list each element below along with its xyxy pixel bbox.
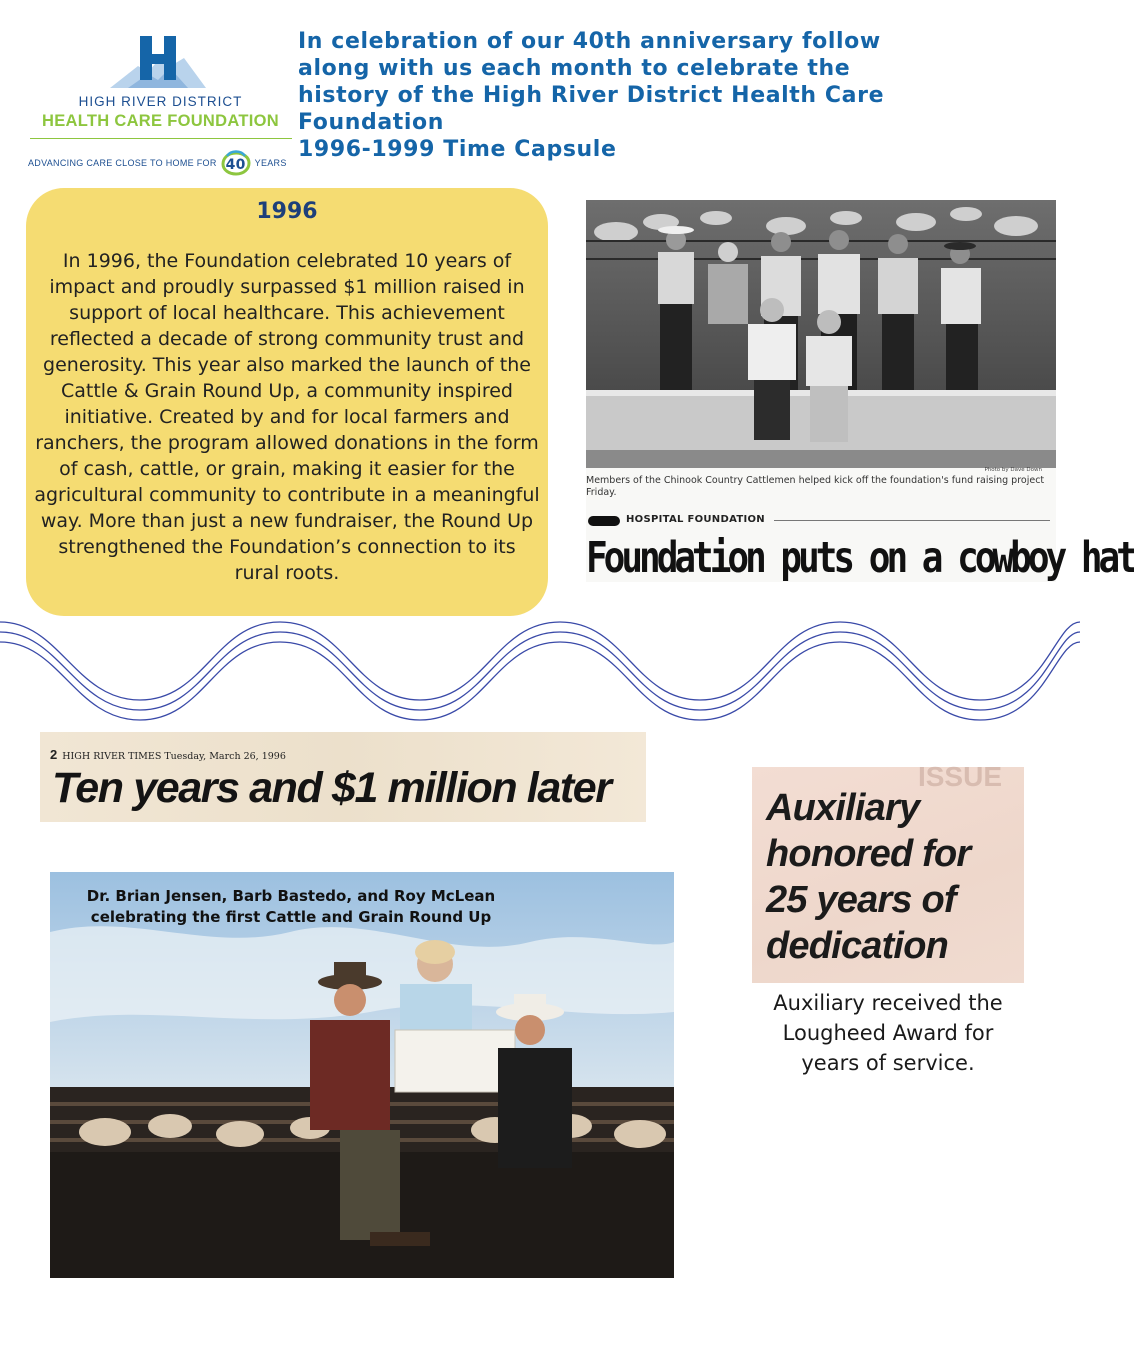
tagline-text: ADVANCING CARE CLOSE TO HOME FOR [28,158,217,168]
header-line: history of the High River District Health Care [298,83,885,108]
clipping-headline [766,785,1016,969]
clipping-caption: Members of the Chinook Country Cattlemen helped kick off the foundation's fund raising project Friday. [586,475,1045,498]
anniversary-badge [221,150,251,176]
clipping-dateline [50,747,286,762]
foundation-logo [28,30,298,180]
section-bullet-icon [588,516,620,526]
roundup-scene-image [50,872,674,1278]
section-label: HOSPITAL FOUNDATION [626,514,765,525]
org-name-line2: HEALTH CARE FOUNDATION [42,112,279,130]
cattlemen-group-photo [586,200,1056,468]
newspaper-clipping-cowboy-hat [586,200,1134,583]
newspaper-clipping-auxiliary [752,761,1024,983]
clipping-bleed-text: ISSUE [917,761,1002,792]
auxiliary-caption: Auxiliary received the Lougheed Award for years of service. [773,991,1003,1075]
clipping-headline: Ten years and $1 million later [52,764,611,812]
dateline-text: HIGH RIVER TIMES Tuesday, March 26, 1996 [62,751,286,762]
section-rule [774,520,1050,521]
header-subtitle: 1996-1999 Time Capsule [298,137,617,162]
header-line: In celebration of our 40th anniversary follow [298,29,881,54]
decorative-wave [0,600,1080,730]
headline-line: Auxiliary [766,787,920,829]
headline-line: dedication [766,925,949,967]
header-line: along with us each month to celebrate the [298,56,851,81]
roundup-photo [50,872,674,1278]
photo-caption: Dr. Brian Jensen, Barb Bastedo, and Roy McLean celebrating the first Cattle and Grain Round Up [86,887,496,926]
header-line: Foundation [298,110,445,135]
header-title [298,28,938,163]
tagline-years: YEARS [254,158,287,168]
year-description: In 1996, the Foundation celebrated 10 years of impact and proudly surpassed $1 million raised in support of local healthcare. This achievement reflected a decade of strong community trust and generosity. This year also marked the launch of the Cattle & Grain Round Up, a community inspired initiative. Created by and for local farmers and ranchers, the program allowed donations in the form of cash, cattle, or grain, making it easier for the agricultural community to contribute in a meaningful way. More than just a new fundraiser, the Round Up strengthened the Foundation’s connection to its rural roots. [34,250,540,584]
logo-divider [30,138,292,139]
section-label-row [586,512,1056,530]
year-1996-card [26,188,548,616]
anniversary-number: 40 [225,157,246,173]
headline-line: 25 years of [766,879,956,921]
year-heading: 1996 [256,199,318,224]
headline-line: honored for [766,833,971,875]
newspaper-clipping-ten-years [40,732,646,822]
page-number: 2 [50,747,58,762]
org-name-line1: HIGH RIVER DISTRICT [78,94,243,109]
clipping-headline: Foundation puts on a cowboy hat [586,534,1134,583]
logo-tagline [28,148,287,178]
mountain-logo-icon [108,34,208,92]
photo-credit: Photo by Dave Down [984,467,1042,473]
